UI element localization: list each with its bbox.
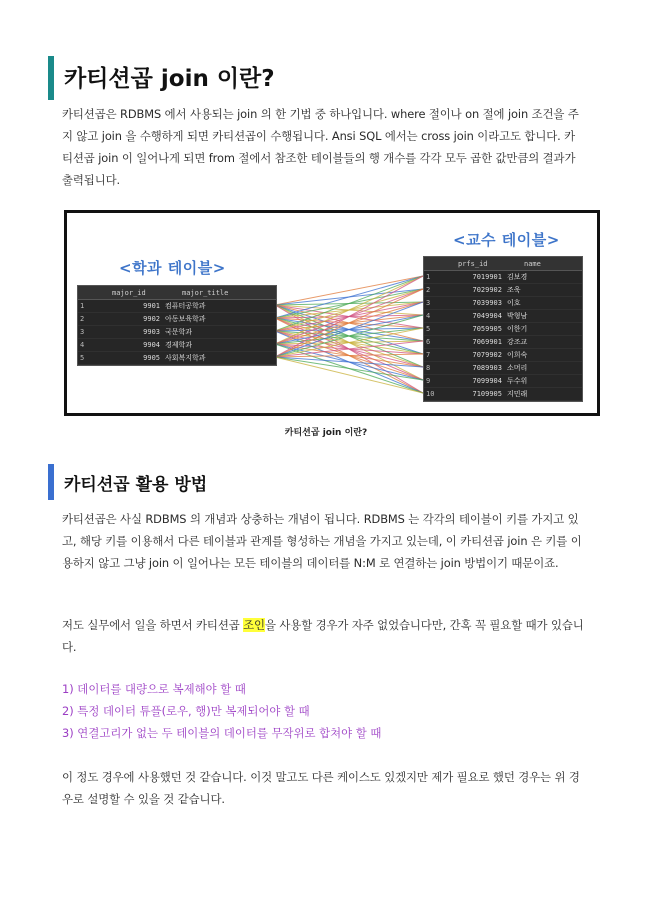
id-cell: 9903 [143,328,160,336]
row-number: 8 [426,364,431,372]
row-number: 2 [426,286,431,294]
row-number: 1 [80,302,85,310]
right_table-row [424,310,582,323]
row-number: 1 [426,273,431,281]
left_table-row [78,326,276,339]
right_table-row [424,297,582,310]
column-header-name: name [524,259,541,268]
section2-paragraph2 [62,614,584,658]
major-table [77,285,277,366]
left_table-row [78,339,276,352]
row-number: 3 [426,299,431,307]
name-cell: 강조교 [507,338,528,346]
left_table-row [78,352,276,365]
id-cell: 9902 [143,315,160,323]
row-number: 4 [426,312,431,320]
list-item: 1) 데이터를 대량으로 복제해야 할 때 [62,682,246,696]
left-table-title: <학과 테이블> [119,259,226,277]
right-table-title: <교수 테이블> [453,231,560,249]
right_table-row [424,349,582,362]
column-header-major-id: major_id [112,288,146,297]
name-cell: 소머리 [507,364,528,372]
row-number: 10 [426,390,435,398]
major-table-header [78,286,276,300]
section1-paragraph: 카티션곱은 RDBMS 에서 사용되는 join 의 한 기법 중 하나입니다. where 절이나 on 절에 join 조건을 주지 않고 join 을 수행하게 되면 카티션곱이 수행됩니다. Ansi SQL 에서는 cross join 이라고도 합니다. 카티션곱 join 이 일어나게 되면 from 절에서 참조한 테이블들의 행 개수를 각각 모두 곱한 값만큼의 결과가 출력됩니다. [62,107,579,187]
name-cell: 국문학과 [165,328,193,336]
row-number: 6 [426,338,431,346]
name-cell: 조욱 [507,286,521,294]
section2-paragraph1: 카티션곱은 사실 RDBMS 의 개념과 상충하는 개념이 됩니다. RDBMS 는 각각의 테이블이 키를 가지고 있고, 해당 키를 이용해서 다른 테이블과 관계를 형성하는 개념을 가지고 있는데, 이 카티션곱 join 은 키를 이용하지 않고 그냥 join 이 일어나는 모든 테이블의 데이터를 N:M 로 연결하는 join 방법이기 때문이죠. [62,512,582,570]
paragraph2-text-before: 저도 실무에서 일을 하면서 카티션곱 [62,618,244,632]
row-number: 9 [426,377,431,385]
id-cell: 7069901 [472,338,502,346]
section1-accent-bar [48,56,54,100]
use-case-list [62,678,381,744]
name-cell: 경제학과 [165,341,193,349]
figure-caption: 카티션곱 join 이란? [284,428,368,438]
section1-title: 카티션곱 join 이란? [64,66,275,92]
row-number: 5 [80,354,85,362]
right_table-row [424,362,582,375]
row-number: 3 [80,328,85,336]
column-header-major-title: major_title [182,288,229,297]
id-cell: 7059905 [472,325,502,333]
id-cell: 7109905 [472,390,502,398]
name-cell: 이한기 [507,325,528,333]
name-cell: 지민래 [507,390,528,398]
right_table-row [424,388,582,401]
id-cell: 7039903 [472,299,502,307]
name-cell: 컴퓨터공학과 [165,302,206,310]
name-cell: 이희숙 [507,351,528,359]
id-cell: 7019901 [472,273,502,281]
section2-title: 카티션곱 활용 방법 [64,475,208,495]
name-cell: 이호 [507,299,521,307]
section2-paragraph3: 이 정도 경우에 사용했던 것 같습니다. 이것 말고도 다른 케이스도 있겠지만 제가 필요로 했던 경우는 위 경우로 설명할 수 있을 것 같습니다. [62,770,580,806]
id-cell: 9905 [143,354,160,362]
left_table-row [78,300,276,313]
id-cell: 7049904 [472,312,502,320]
section2-accent-bar [48,464,54,500]
right_table-row [424,271,582,284]
highlighted-word: 조인 [243,618,265,632]
row-number: 7 [426,351,431,359]
cartesian-join-figure [64,210,600,416]
name-cell: 김보경 [507,273,528,281]
id-cell: 7029902 [472,286,502,294]
paragraph2-text-after: 을 사용할 경우가 자주 없었습니다만, 간혹 꼭 필요할 때가 있습니다. [62,618,584,654]
name-cell: 사회복지학과 [165,354,206,362]
row-number: 5 [426,325,431,333]
row-number: 2 [80,315,85,323]
name-cell: 아동보육학과 [165,315,206,323]
column-header-prfs-id: prfs_id [458,259,488,268]
right_table-row [424,284,582,297]
right_table-row [424,375,582,388]
id-cell: 9901 [143,302,160,310]
list-item: 3) 연결고리가 없는 두 테이블의 데이터를 무작위로 합쳐야 할 때 [62,726,382,740]
row-number: 4 [80,341,85,349]
left_table-row [78,313,276,326]
id-cell: 7089903 [472,364,502,372]
professor-table [423,256,583,402]
id-cell: 7099904 [472,377,502,385]
id-cell: 7079902 [472,351,502,359]
right_table-row [424,336,582,349]
name-cell: 두수위 [507,377,528,385]
list-item: 2) 특정 데이터 튜플(로우, 행)만 복제되어야 할 때 [62,704,310,718]
professor-table-header [424,257,582,271]
join-line [275,276,423,305]
right_table-row [424,323,582,336]
name-cell: 박형남 [507,312,528,320]
id-cell: 9904 [143,341,160,349]
